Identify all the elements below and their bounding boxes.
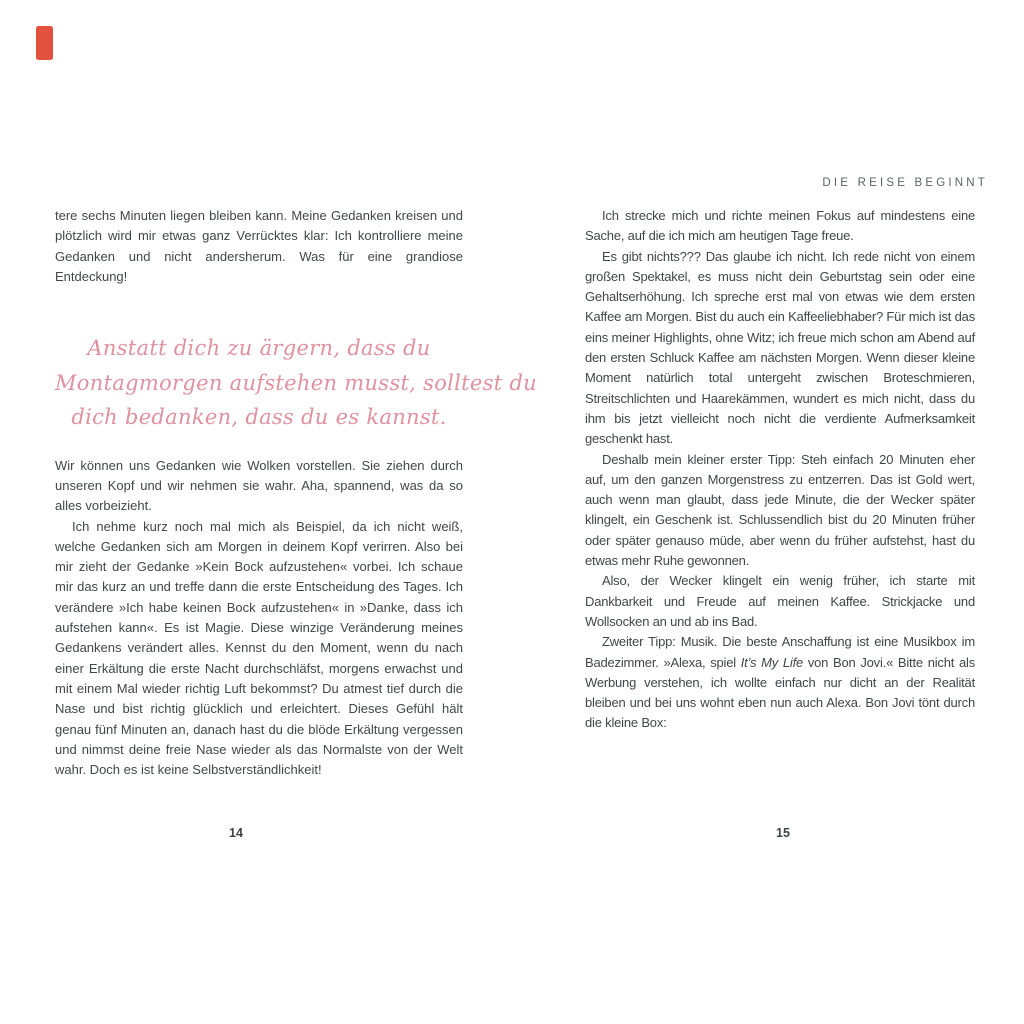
paragraph: Es gibt nichts??? Das glaube ich nicht. Ich rede nicht von einem großen Spektakel, es muss nicht dein Geburtstag sein oder eine Gehaltserhöhung. Ich spreche erst mal von etwas wie dem ersten Kaffee am Morgen. Bist du auch ein Kaffeeliebhaber? Für mich ist das eins meiner Highlights, ohne Witz; ich freue mich schon am Abend auf den ersten Schluck Kaffee am nächsten Morgen. Wenn dieser kleine Moment natürlich total untergeht zwischen Broteschmieren, Streitschlichten und Haarekämmen, wundert es mich nicht, dass du ihm bis jetzt vielleicht noch nicht die verdiente Aufmerksamkeit geschenkt hast. <box>585 248 975 447</box>
paragraph: tere sechs Minuten liegen bleiben kann. Meine Gedanken kreisen und plötzlich wird mir etwas ganz Verrücktes klar: Ich kontrolliere meine Gedanken und nicht andersherum. Was für eine grandiose Entdeckung! <box>55 208 463 284</box>
paragraph: Ich strecke mich und richte meinen Fokus auf mindestens eine Sache, auf die ich mich am heutigen Tage freue. <box>585 208 975 244</box>
book-cover-corner-accent <box>36 26 53 60</box>
paragraph: Wir können uns Gedanken wie Wolken vorstellen. Sie ziehen durch unseren Kopf und wir nehmen sie wahr. Aha, spannend, was da so alles vorbeizieht. <box>55 457 463 514</box>
page-number-left: 14 <box>229 826 243 840</box>
paragraph-segment: von Bon Jovi.« Bitte nicht als Werbung verstehen, ich wollte einfach nur dicht an der Realität bleiben und bei uns wohnt eben nun auch Alexa. Bon Jovi tönt durch die kleine Box: <box>585 654 975 731</box>
paragraph <box>585 632 975 733</box>
song-title: It’s My Life <box>740 654 804 670</box>
left-page-text-column <box>55 206 538 780</box>
pull-quote <box>55 331 538 435</box>
pull-quote-line: dich bedanken, dass du es kannst. <box>71 405 447 430</box>
page-number-right: 15 <box>776 826 790 840</box>
paragraph: Also, der Wecker klingelt ein wenig früher, ich starte mit Dankbarkeit und Freude auf meinen Kaffee. Strickjacke und Wollsocken an und ab ins Bad. <box>585 573 975 629</box>
paragraph: Ich nehme kurz noch mal mich als Beispiel, da ich nicht weiß, welche Gedanken sich am Morgen in deinem Kopf verirren. Also bei mir zieht der Gedanke »Kein Bock aufzustehen« vorbei. Ich schaue mir das kurz an und treffe dann die erste Entscheidung des Tages. Ich verändere »Ich habe keinen Bock aufzustehen« in »Danke, dass ich aufstehen kann«. Es ist Magie. Diese winzige Veränderung meines Gedankens verändert alles. Kennst du den Moment, wenn du nach einer Erkältung die erste Nacht durchschläfst, morgens erwachst und mit einem Mal wieder richtig Luft bekommst? Du atmest tief durch die Nase und bist richtig glücklich und erleichtert. Dieses Gefühl hält genau fünf Minuten an, danach hast du die blöde Erkältung vergessen und nimmst deine freie Nase wieder als das Normalste von der Welt wahr. Doch es ist keine Selbstverständlichkeit! <box>55 518 463 778</box>
pull-quote-line: Anstatt dich zu ärgern, dass du <box>87 336 431 361</box>
paragraph: Deshalb mein kleiner erster Tipp: Steh einfach 20 Minuten eher auf, um den ganzen Morgenstress zu entzerren. Das ist Gold wert, auch wenn man glaubt, dass jede Minute, die der Wecker später klingelt, ein Geschenk ist. Schlussendlich bist du 20 Minuten früher oder später genauso müde, aber wenn du früher aufstehst, hast du etwas mehr Ruhe gewonnen. <box>585 451 975 569</box>
pull-quote-line: Montagmorgen aufstehen musst, solltest du <box>55 370 538 395</box>
chapter-header: DIE REISE BEGINNT <box>822 177 988 189</box>
paragraph-segment: Zweiter Tipp: Musik. Die beste Anschaffung ist eine Musikbox im Badezimmer. »Alexa, spiel <box>585 634 975 670</box>
right-page-text-column <box>585 206 975 734</box>
